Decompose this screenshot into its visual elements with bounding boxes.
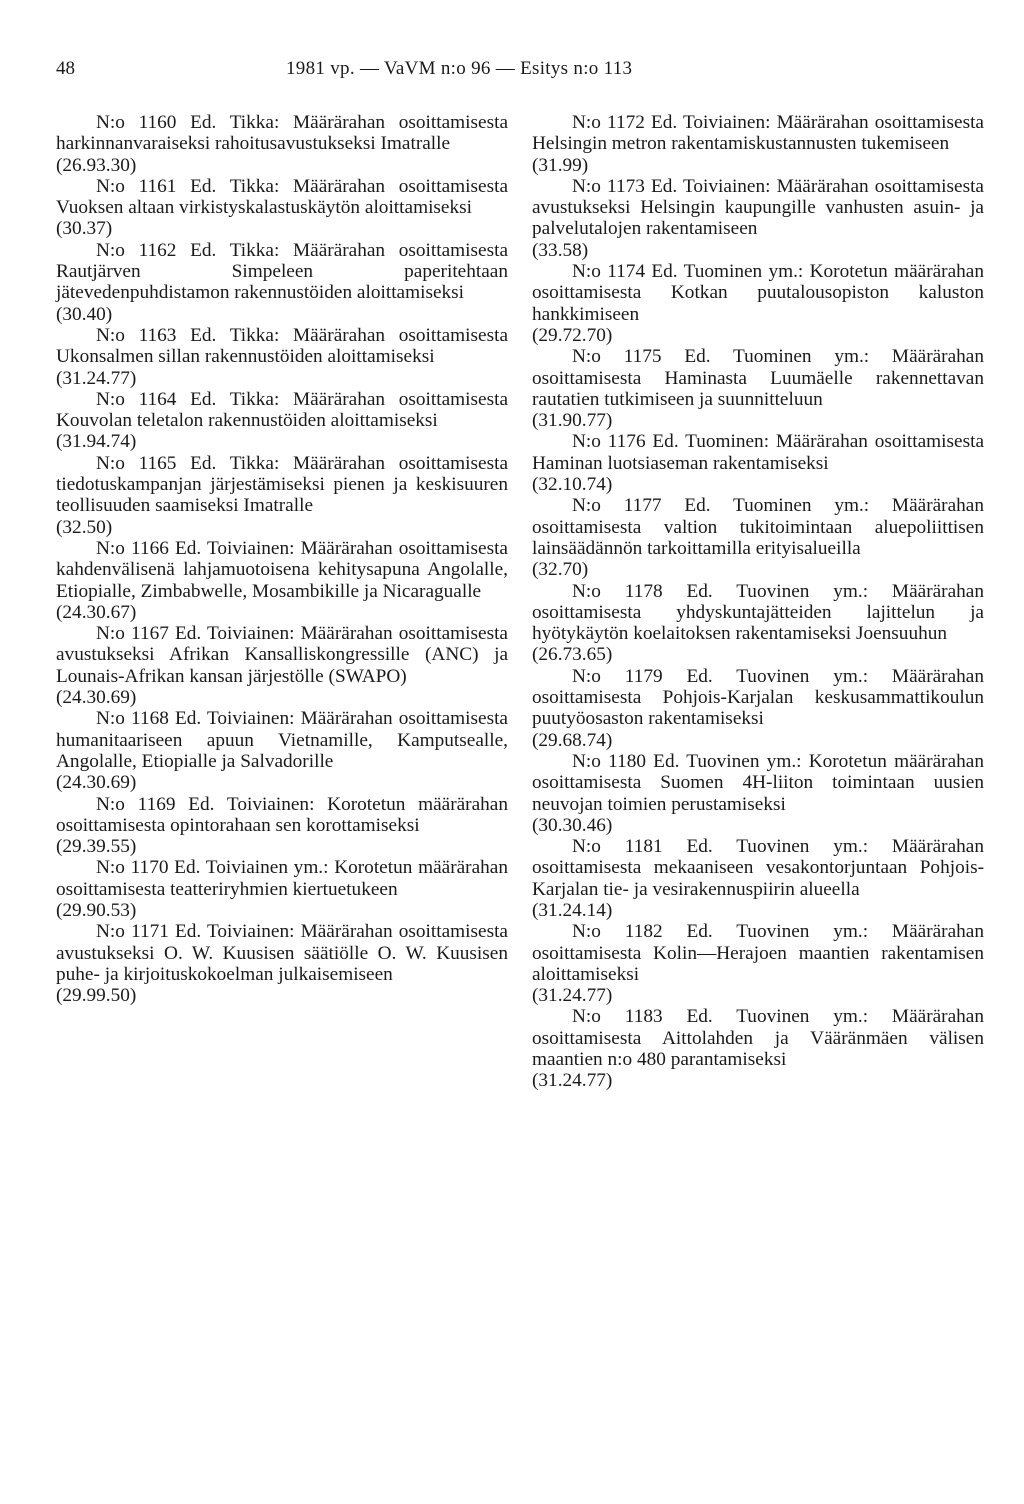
motion-text: N:o 1180 Ed. Tuovinen ym.: Korotetun määrärahan osoittamisesta Suomen 4H-liiton toimintaan uusien neuvojan toimien perustamiseksi (532, 750, 984, 815)
motion-text: N:o 1165 Ed. Tikka: Määrärahan osoittamisesta tiedotuskampanjan järjestämiseksi pienen ja keskisuuren teollisuuden saamiseksi Imatralle (56, 452, 508, 517)
right-column (532, 112, 984, 1092)
motion-entry (532, 836, 984, 921)
left-column (56, 112, 508, 1006)
motion-text: N:o 1182 Ed. Tuovinen ym.: Määrärahan osoittamisesta Kolin—Herajoen maantien rakentamisen aloittamiseksi (532, 921, 984, 985)
motion-entry (56, 389, 508, 453)
motion-text: N:o 1164 Ed. Tikka: Määrärahan osoittamisesta Kouvolan teletalon rakennustöiden aloittamiseksi (56, 388, 508, 432)
motion-entry (56, 794, 508, 858)
budget-reference: (24.30.67) (56, 601, 137, 623)
budget-reference: (31.24.77) (56, 367, 137, 389)
motion-entry (532, 176, 984, 261)
budget-reference: (30.30.46) (532, 814, 613, 836)
motion-text: N:o 1172 Ed. Toiviainen: Määrärahan osoittamisesta Helsingin metron rakentamiskustannusten tukemiseen (532, 112, 984, 155)
motion-text: N:o 1167 Ed. Toiviainen: Määrärahan osoittamisesta avustukseksi Afrikan Kansalliskongressille (ANC) ja Lounais-Afrikan kansan järjestölle (SWAPO) (56, 623, 508, 687)
budget-reference: (29.90.53) (56, 899, 137, 921)
motion-entry (532, 751, 984, 836)
motion-entry (532, 581, 984, 666)
motion-entry (532, 495, 984, 580)
motion-entry (56, 921, 508, 1006)
motion-entry (56, 176, 508, 240)
motion-text: N:o 1181 Ed. Tuovinen ym.: Määrärahan osoittamisesta mekaaniseen vesakontorjuntaan Pohjois-Karjalan tie- ja vesirakennuspiirin alueella (532, 836, 984, 900)
budget-reference: (31.24.77) (532, 985, 613, 1007)
motion-entry (56, 325, 508, 389)
motion-entry (56, 538, 508, 623)
motion-text: N:o 1175 Ed. Tuominen ym.: Määrärahan osoittamisesta Haminasta Luumäelle rakennettavan rautatien tutkimiseen ja suunnitteluun (532, 346, 984, 410)
budget-reference: (26.73.65) (532, 644, 613, 666)
motion-text: N:o 1183 Ed. Tuovinen ym.: Määrärahan osoittamisesta Aittolahden ja Vääränmäen välisen maantien n:o 480 parantamiseksi (532, 1006, 984, 1071)
budget-reference: (30.40) (56, 303, 113, 325)
motion-entry (532, 921, 984, 1006)
motion-entry (56, 857, 508, 921)
budget-reference: (29.39.55) (56, 836, 137, 858)
motion-entry (532, 346, 984, 431)
motion-entry (532, 261, 984, 346)
budget-reference: (32.10.74) (532, 474, 613, 496)
motion-entry (56, 112, 508, 176)
motion-text: N:o 1160 Ed. Tikka: Määrärahan osoittamisesta harkinnanvaraiseksi rahoitusavustukseksi Imatralle (56, 112, 508, 155)
motion-text: N:o 1168 Ed. Toiviainen: Määrärahan osoittamisesta humanitaariseen apuun Vietnamille, Kamputsealle, Angolalle, Etiopialle ja Salvadorille (56, 708, 508, 772)
motion-entry (532, 1006, 984, 1091)
motion-text: N:o 1170 Ed. Toiviainen ym.: Korotetun määrärahan osoittamisesta teatteriryhmien kiertuetukeen (56, 857, 508, 900)
budget-reference: (32.50) (56, 516, 113, 538)
motion-text: N:o 1177 Ed. Tuominen ym.: Määrärahan osoittamisesta valtion tukitoimintaan aluepoliittisen lainsäädännön tarkoittamilla erityisalueilla (532, 495, 984, 559)
budget-reference: (26.93.30) (56, 154, 137, 176)
motion-entry (56, 240, 508, 325)
motion-entry (532, 431, 984, 495)
page-number: 48 (56, 58, 75, 79)
budget-reference: (31.90.77) (532, 410, 613, 432)
budget-reference: (29.72.70) (532, 324, 613, 346)
motion-text: N:o 1162 Ed. Tikka: Määrärahan osoittamisesta Rautjärven Simpeleen paperitehtaan jätevedenpuhdistamon rakennustöiden aloittamiseksi (56, 239, 508, 304)
motion-entry (56, 453, 508, 538)
motion-text: N:o 1179 Ed. Tuovinen ym.: Määrärahan osoittamisesta Pohjois-Karjalan keskusammattikoulun puutyöosaston rakentamiseksi (532, 665, 984, 730)
motion-text: N:o 1178 Ed. Tuovinen ym.: Määrärahan osoittamisesta yhdyskuntajätteiden lajittelun ja hyötykäytön koelaitoksen rakentamiseksi Joensuuhun (532, 580, 984, 645)
budget-reference: (33.58) (532, 239, 589, 261)
budget-reference: (29.68.74) (532, 729, 613, 751)
budget-reference: (32.70) (532, 559, 589, 581)
budget-reference: (31.99) (532, 154, 589, 176)
motion-text: N:o 1161 Ed. Tikka: Määrärahan osoittamisesta Vuoksen altaan virkistyskalastuskäytön aloittamiseksi (56, 175, 508, 219)
motion-text: N:o 1166 Ed. Toiviainen: Määrärahan osoittamisesta kahdenvälisenä lahjamuotoisena kehitysapuna Angolalle, Etiopialle, Zimbabwelle, Mosambikille ja Nicaragualle (56, 537, 508, 602)
budget-reference: (30.37) (56, 218, 113, 240)
budget-reference: (31.94.74) (56, 431, 137, 453)
budget-reference: (24.30.69) (56, 687, 137, 709)
motion-text: N:o 1176 Ed. Tuominen: Määrärahan osoittamisesta Haminan luotsiaseman rakentamiseksi (532, 431, 984, 474)
budget-reference: (31.24.14) (532, 899, 613, 921)
motion-text: N:o 1174 Ed. Tuominen ym.: Korotetun määrärahan osoittamisesta Kotkan puutalousopiston kaluston hankkimiseen (532, 261, 984, 325)
motion-text: N:o 1173 Ed. Toiviainen: Määrärahan osoittamisesta avustukseksi Helsingin kaupungille vanhusten asuin- ja palvelutalojen rakentamiseen (532, 175, 984, 240)
motion-entry (532, 666, 984, 751)
running-head: 1981 vp. — VaVM n:o 96 — Esitys n:o 113 (286, 58, 633, 79)
motion-entry (532, 112, 984, 176)
budget-reference: (31.24.77) (532, 1070, 613, 1092)
budget-reference: (24.30.69) (56, 772, 137, 794)
budget-reference: (29.99.50) (56, 985, 137, 1007)
motion-text: N:o 1163 Ed. Tikka: Määrärahan osoittamisesta Ukonsalmen sillan rakennustöiden aloittamiseksi (56, 324, 508, 368)
motion-text: N:o 1171 Ed. Toiviainen: Määrärahan osoittamisesta avustukseksi O. W. Kuusisen säätiölle O. W. Kuusisen puhe- ja kirjoituskokoelman julkaisemiseen (56, 921, 508, 985)
motion-entry (56, 623, 508, 708)
motion-entry (56, 708, 508, 793)
motion-text: N:o 1169 Ed. Toiviainen: Korotetun määrärahan osoittamisesta opintorahaan sen korottamiseksi (56, 793, 508, 836)
